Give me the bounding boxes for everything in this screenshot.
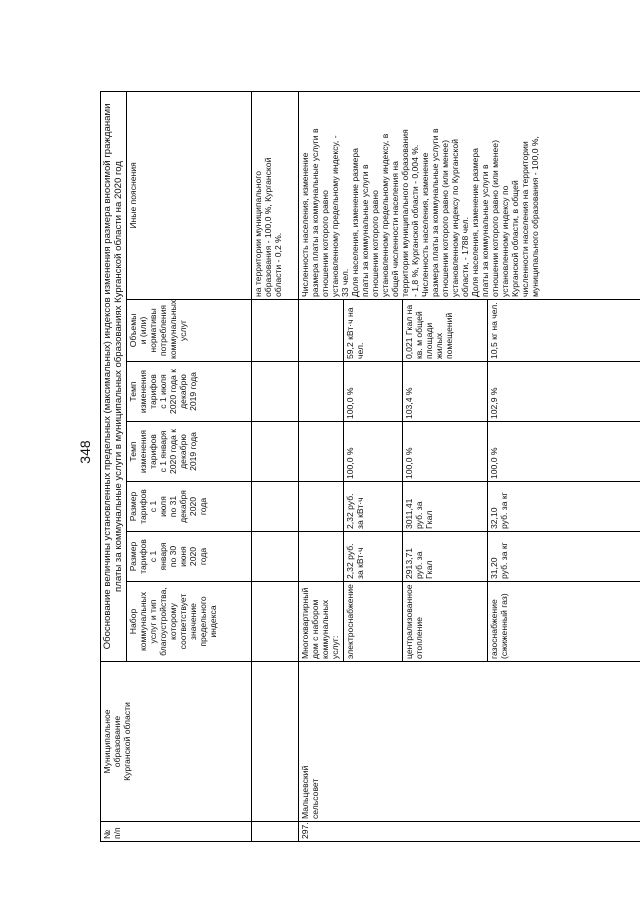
text-line: услуг: [178, 320, 189, 341]
service-volume: [488, 300, 640, 362]
service-volume: [344, 300, 403, 362]
text-line: Гкал: [424, 560, 435, 579]
text-line: услуг:: [330, 635, 341, 659]
text-line: января: [158, 542, 169, 571]
header-service-set: [127, 582, 252, 662]
text-line: отношении которого равно: [320, 190, 331, 297]
text-line: Многоквартирный: [300, 587, 311, 659]
service-tariff-jul-dec: [403, 482, 488, 532]
text-line: централизованное: [404, 584, 415, 659]
text-line: значение: [188, 603, 199, 640]
text-line: тарифов: [138, 539, 149, 574]
entry-row-set: [299, 91, 344, 841]
text-line: образования - 100,0 %, Курганской: [263, 157, 274, 297]
page-number: 348: [77, 440, 93, 464]
text-line: Набор: [128, 608, 139, 635]
text-line: Обоснование величины установленных предельных (максимальных) индексов изменения размера вносимой гражданами: [102, 103, 113, 650]
text-line: Курганской области: [121, 702, 132, 781]
text-line: Доля населения, изменение размера: [469, 148, 480, 297]
continuation-notes: [252, 91, 299, 299]
header-rate-jul: [127, 362, 252, 422]
text-line: Гкал: [424, 510, 435, 529]
text-line: тарифов: [148, 434, 159, 469]
text-line: отношении которого равно (или менее): [489, 140, 500, 297]
text-line: Темп: [128, 441, 139, 462]
text-line: установленному индексу по Курганской: [450, 139, 460, 297]
header-municipality: [101, 662, 252, 822]
text-line: помещений: [444, 312, 455, 359]
service-rate-jan: 100,0 %: [403, 422, 488, 482]
text-line: 2020 года к: [168, 369, 179, 414]
tariff-table: [100, 91, 640, 842]
text-line: с 1: [148, 500, 159, 513]
text-line: Размер: [128, 541, 139, 572]
text-line: отношении которого равно (или менее): [440, 140, 451, 297]
text-line: территории муниципального образования: [400, 129, 411, 297]
text-line: года: [198, 497, 209, 516]
text-line: дом с набором: [310, 599, 321, 659]
service-tariff-jul-dec: [488, 482, 640, 532]
set-label: [299, 582, 344, 662]
text-line: на территории муниципального: [253, 170, 264, 297]
text-line: Объемы: [128, 313, 139, 348]
text-line: Численность населения, изменение: [420, 152, 431, 297]
text-line: соответствует: [178, 593, 189, 650]
text-line: 2,32 руб.: [345, 493, 356, 529]
text-line: индекса: [208, 605, 219, 638]
text-line: кв. м общей: [414, 311, 425, 359]
text-line: 3011,41: [404, 498, 415, 529]
text-line: коммунальных: [320, 599, 331, 659]
text-line: 10,5 кг на чел.: [489, 302, 500, 359]
text-line: электроснабжение: [345, 584, 356, 659]
text-line: тарифов: [148, 374, 159, 409]
text-line: численности населения на территории: [519, 141, 530, 297]
text-line: платы за коммунальные услуги в: [479, 164, 490, 297]
text-line: услуг и тип: [148, 599, 159, 644]
text-line: установленному индексу по: [499, 185, 510, 297]
text-line: коммунальных: [168, 299, 179, 359]
entry-number: 297.: [299, 822, 640, 842]
text-line: площади: [424, 322, 435, 359]
text-line: 59,2 кВт·ч на: [345, 307, 356, 359]
text-line: Доля населения, изменение размера: [350, 148, 361, 297]
text-line: по 31: [168, 495, 179, 518]
header-rate-jan: [127, 422, 252, 482]
text-line: платы за коммунальные услуги в муниципальных образованиях Курганской области на 2020 год: [112, 161, 124, 592]
text-line: изменения: [138, 369, 149, 414]
text-line: и (или): [138, 316, 149, 345]
header-tariff-jul-dec: [127, 482, 252, 532]
service-rate-jul: 102,9 %: [488, 362, 640, 422]
text-line: руб. за кг: [499, 542, 510, 579]
text-line: 2020: [188, 546, 199, 567]
text-line: платы за коммунальные услуги в: [360, 164, 371, 297]
text-line: 2913,71: [404, 547, 415, 579]
text-line: июля: [158, 496, 169, 517]
text-line: коммунальных: [138, 591, 149, 652]
text-line: благоустройства,: [158, 587, 169, 656]
text-line: Численность населения, изменение: [300, 152, 311, 297]
text-line: тарифов: [138, 489, 149, 524]
text-line: руб. за: [414, 501, 425, 529]
text-line: руб. за кг: [499, 492, 510, 529]
text-line: года: [198, 547, 209, 566]
service-rate-jan: 100,0 %: [488, 422, 640, 482]
service-tariff-jan-jun: [403, 532, 488, 582]
text-line: образование: [111, 715, 122, 768]
text-line: за кВт·ч: [355, 497, 366, 529]
text-line: 2019 года: [188, 372, 199, 411]
text-line: муниципального образования - 100,0 %,: [529, 136, 540, 297]
text-line: 2,32 руб.: [345, 543, 356, 579]
text-line: Темп: [128, 381, 139, 402]
text-line: установленному предельному индексу, -: [330, 135, 341, 297]
text-line: отношении которого равно: [370, 190, 381, 297]
text-line: Размер: [128, 491, 139, 522]
service-name: [488, 582, 640, 662]
text-line: 31,20: [489, 557, 500, 579]
text-line: размера платы за коммунальные услуги в: [310, 128, 321, 297]
text-line: - 1,8 %, Курганской области - 0,004 %.: [410, 144, 421, 297]
header-row-title: [101, 91, 127, 841]
service-rate-jul: 103,4 %: [403, 362, 488, 422]
text-line: установленному предельному индексу, в: [380, 133, 391, 297]
table-title: [101, 91, 127, 661]
text-line: предельного: [198, 596, 209, 647]
text-line: с 1: [148, 550, 159, 563]
text-line: за кВт·ч: [355, 547, 366, 579]
text-line: Мальцевский: [300, 765, 311, 819]
header-volume: [127, 300, 252, 362]
entry-notes: [299, 91, 640, 299]
rotated-page: [73, 60, 598, 850]
text-line: Курганской области, в общей: [509, 180, 520, 297]
text-line: декабря: [178, 490, 189, 523]
text-line: с 1 января: [158, 430, 169, 473]
service-tariff-jan-jun: [488, 532, 640, 582]
text-line: декабрю: [178, 434, 189, 469]
text-line: нормативы: [148, 308, 159, 353]
text-line: 32,10: [489, 507, 500, 529]
text-line: 33 чел.: [340, 268, 351, 297]
text-line: области - 0,2 %.: [273, 232, 284, 297]
continuation-row: [252, 91, 299, 841]
header-tariff-jan-jun: [127, 532, 252, 582]
service-rate-jan: 100,0 %: [344, 422, 403, 482]
text-line: размера платы за коммунальные услуги в: [430, 128, 441, 297]
text-line: с 1 июля: [158, 374, 169, 409]
text-line: 0,021 Гкал на: [404, 304, 415, 359]
text-line: 2020: [188, 496, 199, 517]
text-line: (сжиженный газ): [499, 593, 510, 659]
text-line: сельсовет: [310, 778, 321, 819]
service-volume: [403, 300, 488, 362]
text-line: 2020 года к: [168, 429, 179, 474]
text-line: чел.: [355, 342, 366, 359]
service-name: [403, 582, 488, 662]
text-line: Муниципальное: [102, 709, 112, 774]
service-name: [344, 582, 403, 662]
service-tariff-jul-dec: [344, 482, 403, 532]
service-tariff-jan-jun: [344, 532, 403, 582]
text-line: 2019 года: [188, 432, 199, 471]
text-line: руб. за: [414, 551, 425, 579]
text-line: по 30: [168, 545, 179, 568]
header-no: № п/п: [101, 822, 252, 842]
text-line: изменения: [138, 429, 149, 474]
text-line: декабрю: [178, 374, 189, 409]
text-line: газоснабжение: [489, 599, 500, 659]
service-rate-jul: 100,0 %: [344, 362, 403, 422]
text-line: потребления: [158, 304, 169, 357]
text-line: которому: [168, 603, 179, 640]
entry-municipality: [299, 662, 640, 822]
text-line: июня: [178, 546, 189, 567]
text-line: отопление: [414, 617, 425, 659]
text-line: области, - 1788 чел.: [459, 216, 470, 297]
header-notes: Иные пояснения: [127, 91, 252, 299]
text-line: общей численности населения на: [390, 161, 401, 297]
text-line: жилых: [434, 332, 445, 359]
